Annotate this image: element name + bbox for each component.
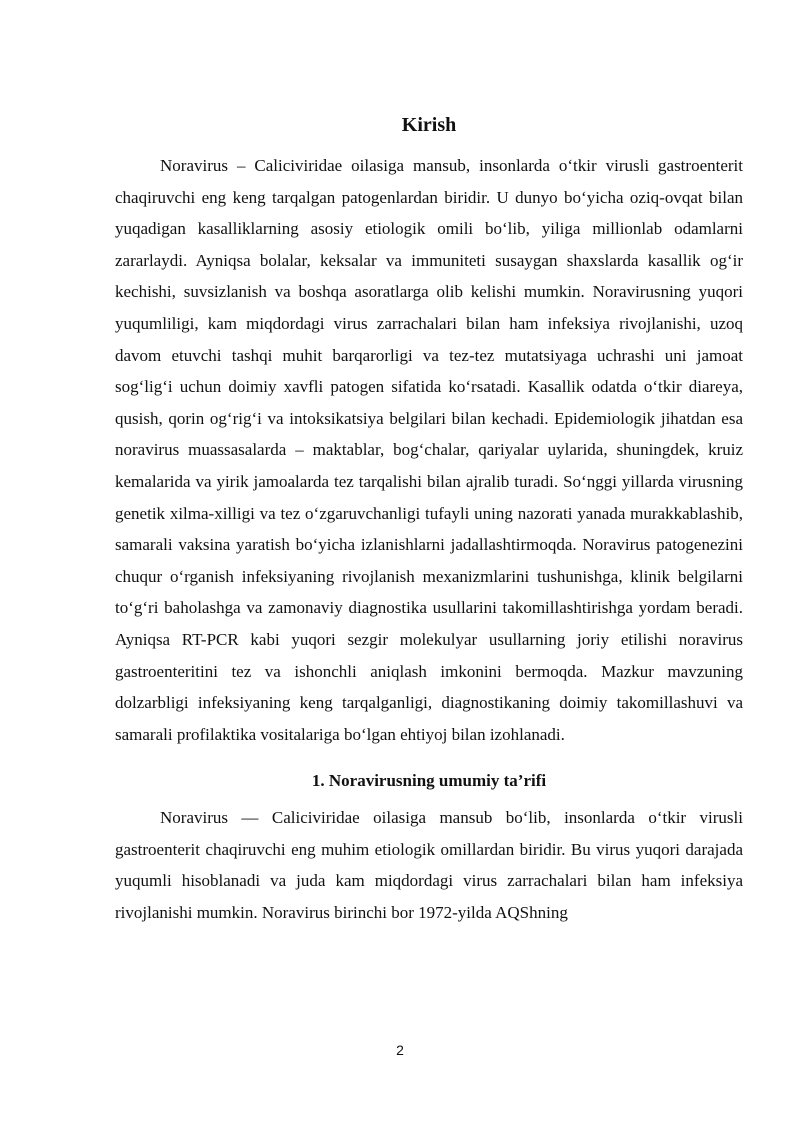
section-paragraph: Noravirus — Caliciviridae oilasiga mansub bo‘lib, insonlarda o‘tkir virusli gastroenterit chaqiruvchi eng muhim etiologik omillardan biridir. Bu virus yuqori darajada yuqumli hisoblanadi va juda kam miqdordagi virus zarrachalari bilan ham infeksiya rivojlanishi mumkin. Noravirus birinchi bor 1972-yilda AQShning	[115, 808, 743, 923]
page-content	[115, 110, 743, 929]
intro-paragraph: Noravirus – Caliciviridae oilasiga mansub, insonlarda o‘tkir virusli gastroenterit chaqiruvchi eng keng tarqalgan patogenlardan biridir. U dunyo bo‘yicha oziq-ovqat bilan yuqadigan kasalliklarning asosiy etiologik omili bo‘lib, yiliga millionlab odamlarni zararlaydi. Ayniqsa bolalar, keksalar va immuniteti susaygan shaxslarda kasallik og‘ir kechishi, suvsizlanish va boshqa asoratlarga olib kelishi mumkin. Noravirusning yuqori yuqumliligi, kam miqdordagi virus zarrachalari bilan ham infeksiya rivojlanishi, uzoq davom etuvchi tashqi muhit barqarorligi va tez-tez mutatsiyaga uchrashi uni jamoat sog‘lig‘i uchun doimiy xavfli patogen sifatida ko‘rsatadi. Kasallik odatda o‘tkir diareya, qusish, qorin og‘rig‘i va intoksikatsiya belgilari bilan kechadi. Epidemiologik jihatdan esa noravirus muassasalarda – maktablar, bog‘chalar, qariyalar uylarida, shuningdek, kruiz kemalarida va yirik jamoalarda tez tarqalishi bilan ajralib turadi. So‘nggi yillarda virusning genetik xilma-xilligi va tez o‘zgaruvchanligi tufayli uning nazorati yanada murakkablashib, samarali vaksina yaratish bo‘yicha izlanishlarni jadallashtirmoqda. Noravirus patogenezini chuqur o‘rganish infeksiyaning rivojlanish mexanizmlarini tushunishga, klinik belgilarni to‘g‘ri baholashga va zamonaviy diagnostika usullarini takomillashtirishga yordam beradi. Ayniqsa RT-PCR kabi yuqori sezgir molekulyar usullarning joriy etilishi noravirus gastroenteritini tez va ishonchli aniqlash imkonini bermoqda. Mazkur mavzuning dolzarbligi infeksiyaning keng tarqalganligi, diagnostikaning doimiy takomillashuvi va samarali profilaktika vositalariga bo‘lgan ehtiyoj bilan izohlanadi.	[115, 156, 743, 744]
page-title: Kirish	[401, 114, 457, 136]
section-heading: 1. Noravirusning umumiy ta’rifi	[311, 771, 547, 791]
page-number: 2	[396, 1042, 404, 1058]
